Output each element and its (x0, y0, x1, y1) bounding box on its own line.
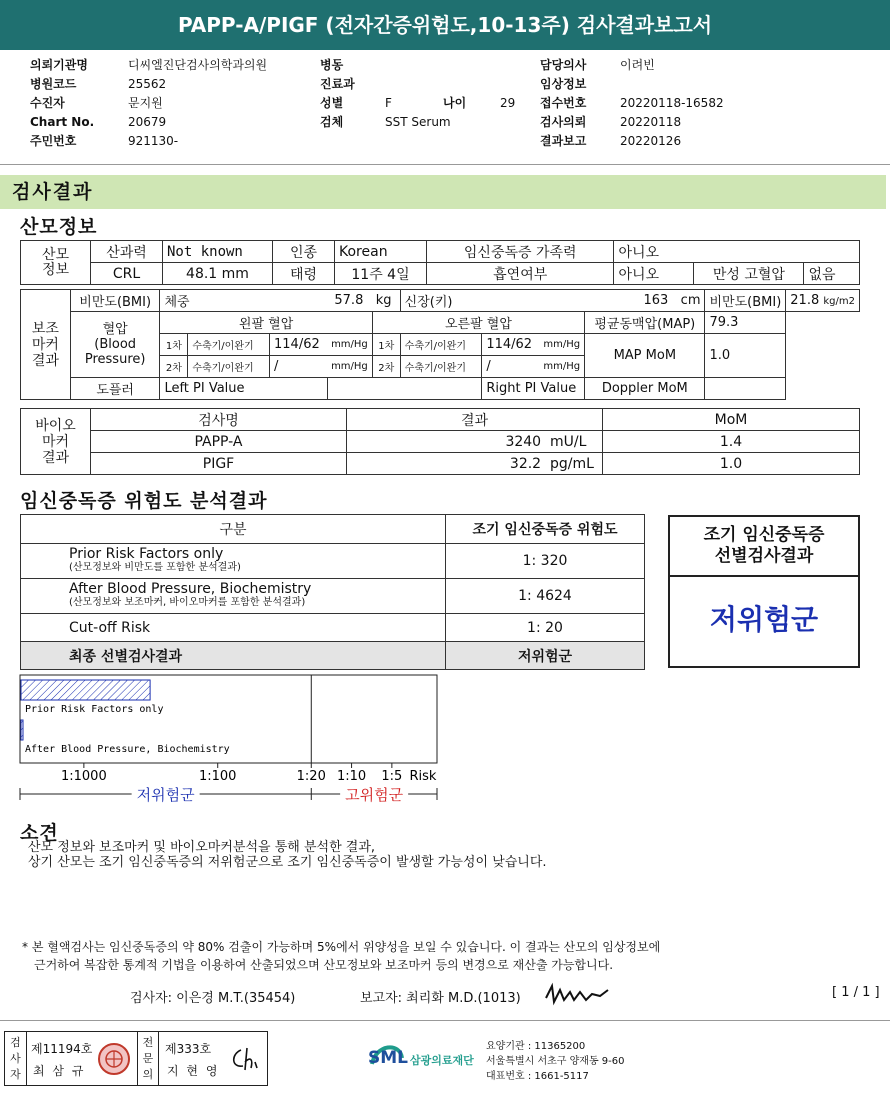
info-label: 접수번호 (540, 96, 587, 110)
bar-label: After Blood Pressure, Biochemistry (25, 744, 230, 755)
info-value: 디씨엘진단검사의학과의원 (128, 58, 268, 72)
doctor-signature-mark (227, 1044, 263, 1074)
low-risk-label: 저위험군 (136, 786, 195, 804)
info-label: 검체 (320, 115, 344, 129)
info-row (540, 56, 800, 75)
info-row (540, 113, 800, 132)
summary-title: 조기 임신중독증 선별검사결과 (670, 517, 858, 577)
tick-label: 1:20 (296, 769, 326, 784)
table-row: PAPP-A 3240 mU/L 1.4 (21, 431, 860, 453)
divider (0, 1020, 890, 1021)
info-label: 의뢰기관명 (30, 58, 88, 72)
table-row: Prior Risk Factors only (산모정보와 비만도를 포함한 분석결과) 1: 320 (21, 544, 645, 579)
report-title: PAPP-A/PIGF (전자간증위험도,10-13주) 검사결과보고서 (0, 0, 890, 50)
info-label: Chart No. (30, 115, 95, 129)
info-row (540, 94, 800, 113)
info-value: 25562 (128, 77, 167, 91)
info-label: 병동 (320, 58, 344, 72)
info-value: 문지원 (128, 96, 163, 110)
info-row (30, 132, 300, 151)
info-value: 20679 (128, 115, 167, 129)
tester-sign: 검사자: 이은경 M.T.(35454) (130, 991, 296, 1006)
bar-label: Prior Risk Factors only (25, 704, 164, 715)
info-label: 주민번호 (30, 134, 77, 148)
risk-bar (21, 680, 150, 700)
info-row (540, 75, 800, 94)
info-value: F (385, 96, 392, 110)
info-label: 진료과 (320, 77, 355, 91)
info-row (320, 75, 530, 94)
info-label: 담당의사 (540, 58, 587, 72)
info-row (540, 132, 800, 151)
info-label: 수진자 (30, 96, 65, 110)
info-label: 결과보고 (540, 134, 587, 148)
certification-box: 검 사 자 제11194호 최 삼 규 전 문 의 제333호 지 현 영 (4, 1031, 268, 1086)
tick-label: 1:100 (198, 769, 237, 784)
maternal-table: 산모 정보 산과력 Not known 인종 Korean 임신중독증 가족력 아니오 CRL 48.1 mm 태령 11주 4일 흡연여부 아니오 만성 고혈압 없음 (20, 240, 860, 285)
info-value: 20220118-16582 (620, 96, 724, 110)
row-head: 보조 마커 결과 (21, 290, 71, 400)
tick-label: Risk (409, 769, 437, 784)
risk-title: 임신중독증 위험도 분석결과 (20, 490, 268, 512)
info-value: 20220118 (620, 115, 682, 129)
info-row (30, 56, 300, 75)
info-value: 이려빈 (620, 58, 655, 72)
info-row (30, 94, 300, 113)
row-head: 산모 정보 (21, 241, 91, 285)
info-col-3 (540, 56, 800, 151)
risk-chart (15, 672, 445, 812)
info-label: 검사의뢰 (540, 115, 587, 129)
table-row: Cut-off Risk 1: 20 (21, 614, 645, 642)
info-value: SST Serum (385, 115, 451, 129)
high-risk-label: 고위험군 (345, 786, 404, 804)
info-col-1 (30, 56, 300, 151)
aux-table: 보조 마커 결과 비만도(BMI) 체중 57.8 kg 신장(키) 163 cm 비만도(BMI) 21.8 kg/m2 혈압 (Blood Pressure) 왼팔 혈압 오른팔 혈압 평균동맥압(MAP) 79.3 1차 수축기/이완기 114/62 mm/Hg 1차 수축기/이완기 114/62 mm/Hg MAP MoM 1.0 2차 수축기/이완기 / mm/Hg 2차 수축기/이완기 / mm/Hg 도플러 Left PI Value Right PI Value Doppler MoM (20, 289, 860, 400)
risk-table: 구분 조기 임신중독증 위험도 Prior Risk Factors only (산모정보와 비만도를 포함한 분석결과) 1: 320 After Blood Pressure, Biochemistry (산모정보와 보조마커, 바이오마커를 포함한 분석결과) 1: 4624 Cut-off Risk 1: 20 최종 선별검사결과 저위험군 (20, 514, 645, 670)
info-label: 병원코드 (30, 77, 77, 91)
opinion-text: 산모 정보와 보조마커 및 바이오마커분석을 통해 분석한 결과, 상기 산모는 조기 임신중독증의 저위험군으로 조기 임신중독증이 발생할 가능성이 낮습니다. (28, 840, 547, 870)
tick-label: 1:5 (381, 769, 403, 784)
risk-bar (21, 720, 23, 740)
info-label: 임상정보 (540, 77, 587, 91)
info-row (30, 75, 300, 94)
signature-mark (542, 980, 612, 1010)
footnote: * 본 혈액검사는 임신중독증의 약 80% 검출이 가능하며 5%에서 위양성을 보일 수 있습니다. 이 결과는 산모의 임상정보에 근거하여 복잡한 통계적 기법을 이용하여 산출되었으며 산모정보와 보조마커 등의 변경으로 재산출 가능합니다. (22, 940, 661, 972)
summary-result: 저위험군 (709, 603, 819, 636)
seal-icon (97, 1042, 131, 1076)
row-head: 바이오 마커 결과 (21, 409, 91, 475)
table-row: After Blood Pressure, Biochemistry (산모정보와 보조마커, 바이오마커를 포함한 분석결과) 1: 4624 (21, 579, 645, 614)
final-row: 최종 선별검사결과 저위험군 (21, 642, 645, 670)
info-row (320, 56, 530, 75)
tick-label: 1:1000 (60, 769, 107, 784)
page-number: [ 1 / 1 ] (832, 985, 880, 1000)
opinion-title: 소견 (20, 822, 59, 844)
biomarker-table: 바이오 마커 결과 검사명 결과 MoM PAPP-A 3240 mU/L 1.4 PIGF 32.2 pg/mL 1.0 (20, 408, 860, 475)
info-label: 성별 (320, 96, 344, 110)
info-value: 20220126 (620, 134, 682, 148)
info-value: 921130- (128, 134, 179, 148)
divider (0, 164, 890, 165)
reporter-sign: 보고자: 최리화 M.D.(1013) (360, 991, 521, 1006)
summary-box (668, 515, 860, 668)
maternal-title: 산모정보 (20, 216, 98, 238)
section-title: 검사결과 (0, 175, 886, 209)
tick-label: 1:10 (336, 769, 367, 784)
info-row (320, 113, 530, 132)
institution-logo: SML 삼광의료재단 (366, 1038, 486, 1078)
age-field: 나이 29 (443, 96, 516, 110)
table-row: PIGF 32.2 pg/mL 1.0 (21, 453, 860, 475)
info-row (30, 113, 300, 132)
institution-info: 요양기관 : 11365200 서울특별시 서초구 양재동 9-60 대표번호 : 1661-5117 (486, 1041, 625, 1082)
